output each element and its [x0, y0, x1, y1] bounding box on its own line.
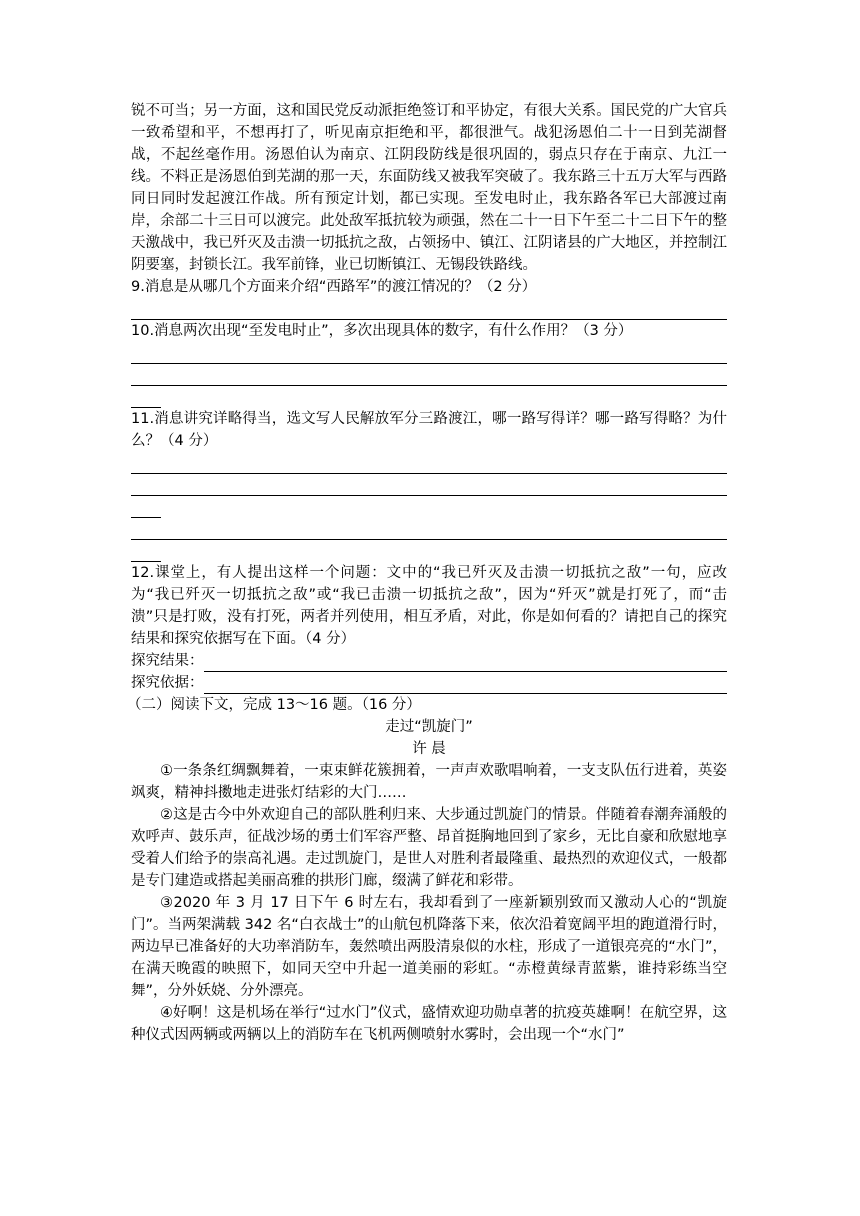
question-11: 11.消息讲究详略得当，选文写人民解放军分三路渡江，哪一路写得详？哪一路写得略？为什么？（4 分）	[131, 411, 727, 449]
answer-line-11-2[interactable]	[131, 474, 727, 496]
article-paragraph-2: ②这是古今中外欢迎自己的部队胜利归来、大步通过凯旋门的情景。伴随着春潮奔涌般的欢呼声、鼓乐声，征战沙场的勇士们军容严整、昂首挺胸地回到了家乡，无比自豪和欣慰地享受着人们给予的崇高礼遇。走过凯旋门，是世人对胜利者最隆重、最热烈的欢迎仪式，一般都是专门建造或搭起美丽高雅的拱形门廊，缀满了鲜花和彩带。	[131, 807, 727, 889]
result-label: 探究结果：	[131, 653, 204, 669]
section-heading: （二）阅读下文，完成 13～16 题。（16 分）	[127, 697, 421, 713]
answer-line-11-4[interactable]	[131, 518, 727, 540]
basis-label: 探究依据：	[131, 675, 204, 691]
question-12: 12.课堂上，有人提出这样一个问题：文中的“我已歼灭及击溃一切抵抗之敌”一句，应改为“我已歼灭一切抵抗之敌”或“我已击溃一切抵抗之敌”，因为“歼灭”就是打死了，而“击溃”只是打败，没有打死，两者并列使用，相互矛盾，对此，你是如何看的？请把自己的探究结果和探究依据写在下面。（4 分）	[131, 565, 727, 647]
passage-top	[131, 100, 727, 276]
question-10: 10.消息两次出现“至发电时止”，多次出现具体的数字，有什么作用？（3 分）	[131, 323, 633, 339]
question-9: 9.消息是从哪几个方面来介绍“西路军”的渡江情况的？（2 分）	[131, 279, 537, 295]
document-page	[127, 100, 727, 1046]
answer-line-10-2[interactable]	[131, 364, 727, 386]
answer-line-11-1[interactable]	[131, 452, 727, 474]
result-answer-line[interactable]	[204, 655, 728, 672]
result-row	[131, 650, 727, 672]
article-title: 走过“凯旋门”	[385, 719, 473, 735]
passage-text: 锐不可当；另一方面，这和国民党反动派拒绝签订和平协定，有很大关系。国民党的广大官兵一致希望和平，不想再打了，听见南京拒绝和平，都很泄气。战犯汤恩伯二十一日到芜湖督战，不起丝毫作用。汤恩伯认为南京、江阴段防线是很巩固的，弱点只存在于南京、九江一线。不料正是汤恩伯到芜湖的那一天，东面防线又被我军突破了。我东路三十五万大军与西路同日同时发起渡江作战。所有预定计划，都已实现。至发电时止，我东路各军已大部渡过南岸，余部二十三日可以渡完。此处敌军抵抗较为顽强，然在二十一日下午至二十二日下午的整天激战中，我已歼灭及击溃一切抵抗之敌，占领扬中、镇江、江阴诸县的广大地区，并控制江阴要塞，封锁长江。我军前锋，业已切断镇江、无锡段铁路线。	[131, 103, 727, 273]
article-paragraph-1: ①一条条红绸飘舞着，一束束鲜花簇拥着，一声声欢歌唱响着，一支支队伍行进着，英姿飒爽，精神抖擞地走进张灯结彩的大门……	[131, 763, 727, 801]
answer-line-10-3[interactable]	[131, 386, 161, 408]
answer-line-11-5[interactable]	[131, 540, 161, 562]
article-paragraph-4: ④好啊！这是机场在举行“过水门”仪式，盛情欢迎功勋卓著的抗疫英雄啊！在航空界，这种仪式因两辆或两辆以上的消防车在飞机两侧喷射水雾时，会出现一个“水门”	[131, 1005, 727, 1043]
article-author: 许 晨	[412, 741, 446, 757]
basis-answer-line[interactable]	[204, 677, 728, 694]
answer-line-9[interactable]	[131, 298, 727, 320]
answer-line-10-1[interactable]	[131, 342, 727, 364]
basis-row	[131, 672, 727, 694]
answer-line-11-3[interactable]	[131, 496, 161, 518]
article-paragraph-3: ③2020 年 3 月 17 日下午 6 时左右，我却看到了一座新颖别致而又激动人心的“凯旋门”。当两架满载 342 名“白衣战士”的山航包机降落下来，依次沿着宽阔平坦的跑道滑行时，两边早已准备好的大功率消防车，轰然喷出两股清泉似的水柱，形成了一道银亮亮的“水门”，在满天晚霞的映照下，如同天空中升起一道美丽的彩虹。“赤橙黄绿青蓝紫，谁持彩练当空舞”，分外妖娆、分外漂亮。	[131, 895, 727, 999]
